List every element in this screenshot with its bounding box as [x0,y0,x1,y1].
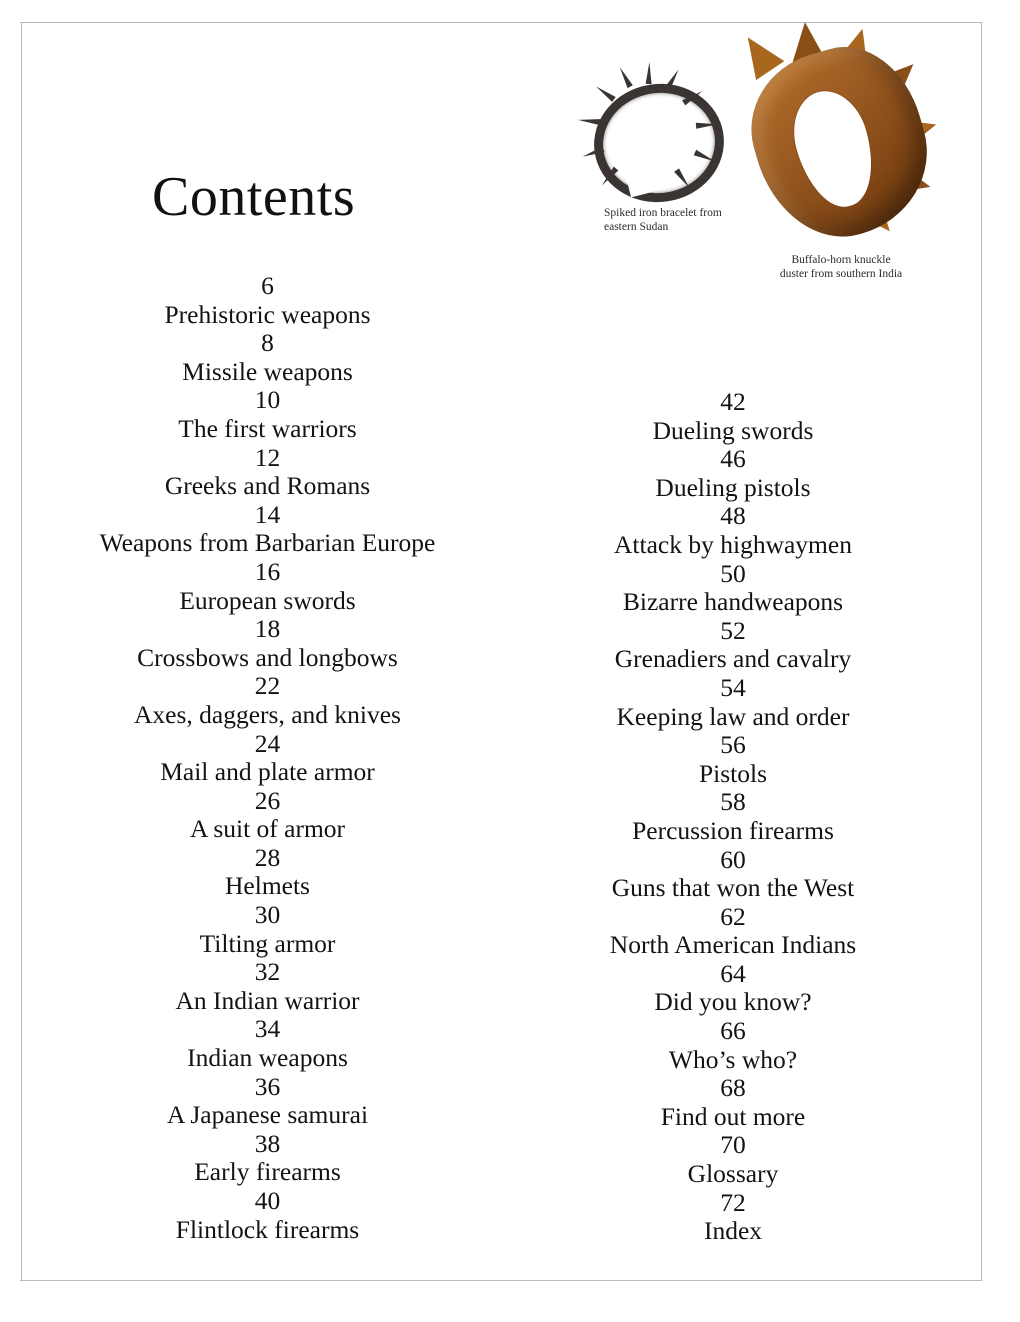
entry-title: Find out more [660,1101,806,1131]
entry-page-number: 46 [720,444,746,474]
entry-page-number: 18 [254,614,281,644]
entry-page-number: 52 [720,615,746,645]
entry-page-number: 32 [254,957,281,987]
contents-entry[interactable] [60,730,475,787]
entry-title: Who’s who? [668,1044,798,1074]
contents-entry[interactable] [532,617,934,674]
entry-title: Missile weapons [182,356,353,386]
entry-page-number: 24 [254,728,281,758]
contents-entry[interactable] [60,844,475,901]
spiked-iron-bracelet-image [576,60,728,200]
entry-title: North American Indians [609,930,857,960]
entry-page-number: 36 [254,1071,281,1101]
page-title: Contents [152,166,356,228]
entry-title: Index [703,1216,763,1246]
entry-page-number: 60 [720,844,746,874]
contents-entry[interactable] [532,960,934,1017]
contents-right-column [532,388,934,1246]
contents-entry[interactable] [532,502,934,559]
entry-page-number: 22 [254,671,281,701]
contents-entry[interactable] [532,560,934,617]
page-border-bottom [20,1280,982,1281]
page-border-top [20,22,982,23]
bracelet-spike-icon [578,117,601,125]
entry-page-number: 68 [720,1073,746,1103]
contents-entry[interactable] [532,1131,934,1188]
entry-page-number: 16 [254,556,281,586]
entry-title: Bizarre handweapons [622,587,844,617]
entry-title: An Indian warrior [175,985,360,1015]
entry-page-number: 64 [720,958,746,988]
entry-title: Did you know? [654,987,812,1017]
entry-page-number: 38 [254,1128,281,1158]
contents-entry[interactable] [60,1015,475,1072]
entry-title: Helmets [225,871,310,901]
contents-entry[interactable] [60,615,475,672]
contents-entry[interactable] [60,329,475,386]
contents-entry[interactable] [60,386,475,443]
entry-title: Attack by highwaymen [614,529,852,559]
entry-page-number: 56 [720,730,746,760]
entry-page-number: 42 [720,387,746,416]
caption-buffalo-horn-knuckle-duster: Buffalo-horn knuckle duster from southern India [779,254,903,280]
contents-left-column [60,272,475,1244]
entry-page-number: 66 [720,1016,746,1046]
entry-title: The first warriors [178,413,357,443]
entry-title: Flintlock firearms [175,1214,360,1244]
entry-title: Keeping law and order [616,701,850,731]
entry-title: Guns that won the West [611,873,855,903]
entry-title: Glossary [687,1159,779,1189]
entry-page-number: 40 [254,1186,281,1215]
contents-entry[interactable] [532,674,934,731]
bracelet-spike-icon [617,66,633,88]
entry-title: Tilting armor [199,928,336,958]
entry-title: A Japanese samurai [166,1100,369,1130]
contents-entry[interactable] [60,558,475,615]
contents-entry[interactable] [532,1189,934,1246]
contents-entry[interactable] [532,903,934,960]
contents-entry[interactable] [532,1017,934,1074]
entry-title: Early firearms [194,1157,341,1187]
entry-page-number: 10 [254,385,281,415]
entry-page-number: 70 [720,1130,746,1160]
page-border-right [981,22,982,1280]
entry-title: Grenadiers and cavalry [614,644,852,674]
entry-page-number: 54 [720,672,746,702]
entry-title: Crossbows and longbows [137,642,398,672]
buffalo-horn-knuckle-duster-image [736,34,948,246]
entry-title: Weapons from Barbarian Europe [99,528,436,558]
page-border-left [21,22,22,1280]
entry-title: Pistols [698,758,768,788]
contents-entry[interactable] [532,388,934,445]
contents-entry[interactable] [532,1074,934,1131]
entry-title: Mail and plate armor [160,757,375,787]
contents-entry[interactable] [60,672,475,729]
entry-title: Prehistoric weapons [164,299,371,329]
contents-entry[interactable] [60,958,475,1015]
entry-title: Percussion firearms [632,815,834,845]
entry-page-number: 62 [720,901,746,931]
entry-page-number: 8 [261,328,274,358]
entry-page-number: 14 [254,499,281,529]
contents-entry[interactable] [60,272,475,329]
caption-spiked-iron-bracelet: Spiked iron bracelet from eastern Sudan [604,207,722,233]
contents-entry[interactable] [532,846,934,903]
bracelet-spike-icon [646,62,653,84]
entry-page-number: 6 [261,271,274,300]
contents-entry[interactable] [532,731,934,788]
entry-title: European swords [179,585,356,615]
entry-page-number: 28 [254,842,281,872]
entry-page-number: 72 [720,1187,746,1217]
entry-page-number: 12 [254,442,281,472]
entry-title: Dueling swords [652,415,814,445]
entry-page-number: 50 [720,558,746,588]
contents-entry[interactable] [60,787,475,844]
contents-entry[interactable] [60,1187,475,1244]
contents-entry[interactable] [60,1130,475,1187]
contents-entry[interactable] [532,788,934,845]
entry-title: Indian weapons [187,1043,348,1073]
entry-title: Axes, daggers, and knives [134,699,401,729]
entry-title: Greeks and Romans [164,471,371,501]
contents-entry[interactable] [60,501,475,558]
entry-page-number: 34 [254,1014,281,1044]
entry-page-number: 48 [720,501,746,531]
contents-entry[interactable] [60,1073,475,1130]
contents-entry[interactable] [532,445,934,502]
entry-page-number: 26 [254,785,281,815]
entry-page-number: 58 [720,787,746,817]
contents-entry[interactable] [60,901,475,958]
entry-page-number: 30 [254,900,281,930]
entry-title: Dueling pistols [655,472,811,502]
entry-title: A suit of armor [189,814,346,844]
bracelet-spike-icon [594,84,615,102]
contents-entry[interactable] [60,444,475,501]
